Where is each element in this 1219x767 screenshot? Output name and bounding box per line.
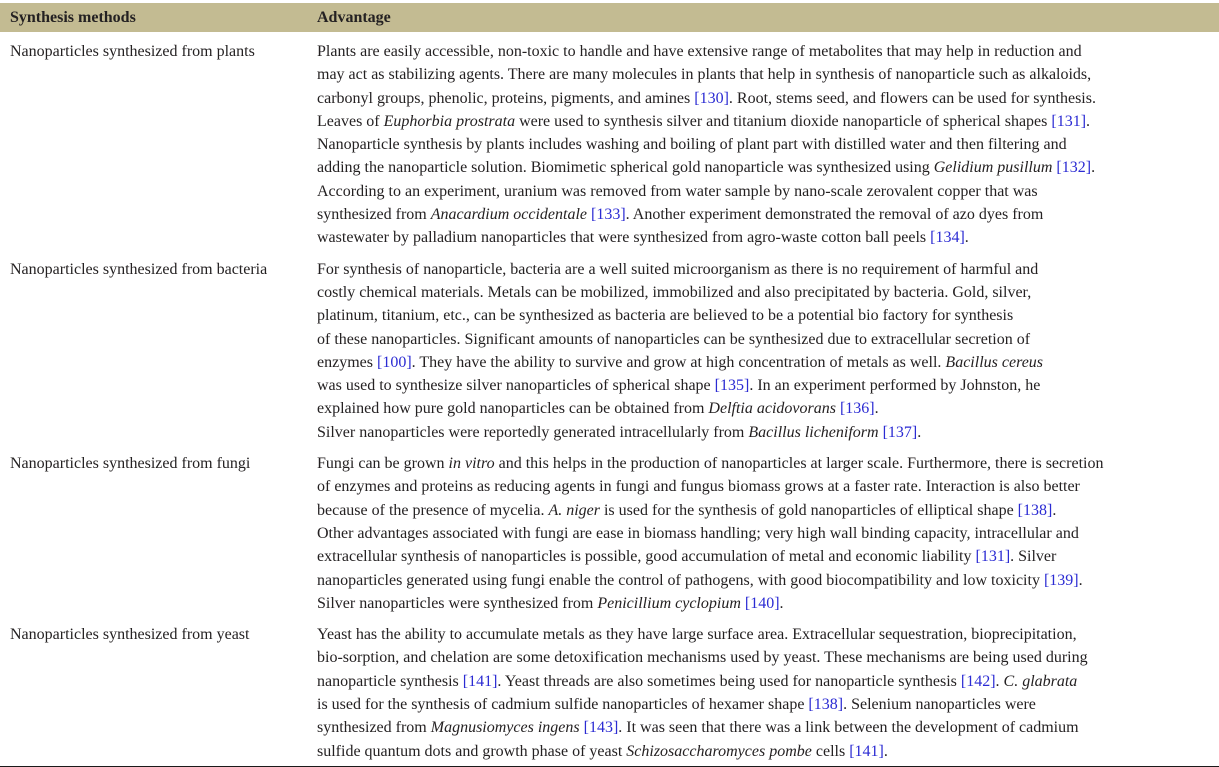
table-row [0, 444, 1219, 615]
advantage-line: costly chemical materials. Metals can be mobilized, immobilized and also precipitated by bacteria. Gold, silver, [317, 283, 1032, 301]
citation-link[interactable]: [138] [1017, 501, 1053, 519]
column-header-advantage: Advantage [317, 8, 391, 26]
advantage-line: explained how pure gold nanoparticles can be obtained from Delftia acidovorans [136]. [317, 400, 879, 418]
citation-link[interactable]: [131] [1051, 112, 1087, 130]
advantage-cell [317, 258, 1219, 444]
advantage-line: may act as stabilizing agents. There are many molecules in plants that help in synthesis of nanoparticle such as alkaloids, [317, 66, 1092, 84]
table-row [0, 615, 1219, 763]
citation-link[interactable]: [135] [714, 377, 750, 395]
advantage-line: Fungi can be grown in vitro and this helps in the production of nanoparticles at larger scale. Furthermore, there is secretion [317, 455, 1104, 473]
advantage-cell [317, 40, 1219, 250]
advantage-line: platinum, titanium, etc., can be synthesized as bacteria are believed to be a potential bio factory for synthesis [317, 307, 1014, 325]
citation-link[interactable]: [134] [930, 229, 965, 247]
advantage-line: synthesized from Magnusiomyces ingens [143]. It was seen that there was a link between the development of cadmium [317, 719, 1079, 737]
citation-link[interactable]: [143] [583, 719, 619, 737]
synthesis-methods-table [0, 3, 1219, 767]
citation-link[interactable]: [130] [694, 89, 729, 107]
table-row [0, 250, 1219, 444]
advantage-line: nanoparticles generated using fungi enable the control of pathogens, with good biocompatibility and low toxicity [139]. [317, 571, 1083, 589]
advantage-line: For synthesis of nanoparticle, bacteria are a well suited microorganism as there is no requirement of harmful and [317, 260, 1039, 278]
advantage-line: bio-sorption, and chelation are some detoxification mechanisms used by yeast. These mechanisms are being used during [317, 649, 1088, 667]
citation-link[interactable]: [132] [1056, 159, 1092, 177]
method-cell: Nanoparticles synthesized from fungi [10, 455, 251, 473]
advantage-line: enzymes [100]. They have the ability to survive and grow at high concentration of metals as well. Bacillus cereus [317, 353, 1044, 371]
column-header-synthesis-methods: Synthesis methods [10, 8, 136, 26]
advantage-line: Yeast has the ability to accumulate metals as they have large surface area. Extracellular sequestration, bioprecipitation, [317, 626, 1077, 644]
advantage-line: was used to synthesize silver nanoparticles of spherical shape [135]. In an experiment performed by Johnston, he [317, 377, 1041, 395]
citation-link[interactable]: [133] [591, 206, 626, 224]
citation-link[interactable]: [136] [839, 400, 875, 418]
advantage-line: Leaves of Euphorbia prostrata were used to synthesis silver and titanium dioxide nanoparticle of spherical shapes [131]. [317, 112, 1091, 130]
advantage-line: wastewater by palladium nanoparticles that were synthesized from agro-waste cotton ball peels [134]. [317, 229, 969, 247]
citation-link[interactable]: [100] [376, 353, 412, 371]
citation-link[interactable]: [140] [744, 594, 780, 612]
advantage-line: Nanoparticle synthesis by plants includes washing and boiling of plant part with distilled water and then filtering and [317, 136, 1067, 154]
advantage-line: nanoparticle synthesis [141]. Yeast threads are also sometimes being used for nanoparticle synthesis [142]. C. glabrata [317, 672, 1078, 690]
table-header-row [0, 3, 1219, 32]
citation-link[interactable]: [138] [808, 696, 844, 714]
advantage-line: Silver nanoparticles were synthesized from Penicillium cyclopium [140]. [317, 594, 784, 612]
table-row [0, 32, 1219, 250]
method-cell: Nanoparticles synthesized from bacteria [10, 260, 268, 278]
advantage-cell [317, 452, 1219, 615]
advantage-line: adding the nanoparticle solution. Biomimetic spherical gold nanoparticle was synthesized using Gelidium pusillum [132]. [317, 159, 1096, 177]
method-cell: Nanoparticles synthesized from yeast [10, 626, 250, 644]
table-body [0, 32, 1219, 763]
citation-link[interactable]: [141] [849, 742, 884, 760]
advantage-line: Silver nanoparticles were reportedly generated intracellularly from Bacillus licheniform [137]. [317, 423, 922, 441]
advantage-line: carbonyl groups, phenolic, proteins, pigments, and amines [130]. Root, stems seed, and flowers can be used for synthesis. [317, 89, 1096, 107]
advantage-line: synthesized from Anacardium occidentale [133]. Another experiment demonstrated the removal of azo dyes from [317, 206, 1044, 224]
advantage-line: is used for the synthesis of cadmium sulfide nanoparticles of hexamer shape [138]. Selenium nanoparticles were [317, 696, 1036, 714]
citation-link[interactable]: [142] [960, 672, 996, 690]
advantage-cell [317, 623, 1219, 763]
advantage-line: because of the presence of mycelia. A. niger is used for the synthesis of gold nanoparticles of elliptical shape [138]. [317, 501, 1057, 519]
advantage-line: sulfide quantum dots and growth phase of yeast Schizosaccharomyces pombe cells [141]. [317, 742, 888, 760]
citation-link[interactable]: [137] [882, 423, 918, 441]
advantage-line: of these nanoparticles. Significant amounts of nanoparticles can be synthesized due to extracellular secretion of [317, 330, 1031, 348]
advantage-line: According to an experiment, uranium was removed from water sample by nano-scale zerovalent copper that was [317, 182, 1038, 200]
advantage-line: extracellular synthesis of nanoparticles is possible, good accumulation of metal and economic liability [131]. Silver [317, 548, 1057, 566]
advantage-line: Plants are easily accessible, non-toxic to handle and have extensive range of metabolites that may help in reduction and [317, 43, 1082, 60]
method-cell: Nanoparticles synthesized from plants [10, 43, 255, 60]
advantage-line: Other advantages associated with fungi are ease in biomass handling; very high wall binding capacity, intracellular and [317, 524, 1079, 542]
citation-link[interactable]: [139] [1043, 571, 1079, 589]
advantage-line: of enzymes and proteins as reducing agents in fungi and fungus biomass grows at a faster rate. Interaction is also better [317, 478, 1080, 496]
citation-link[interactable]: [141] [462, 672, 498, 690]
citation-link[interactable]: [131] [975, 548, 1011, 566]
